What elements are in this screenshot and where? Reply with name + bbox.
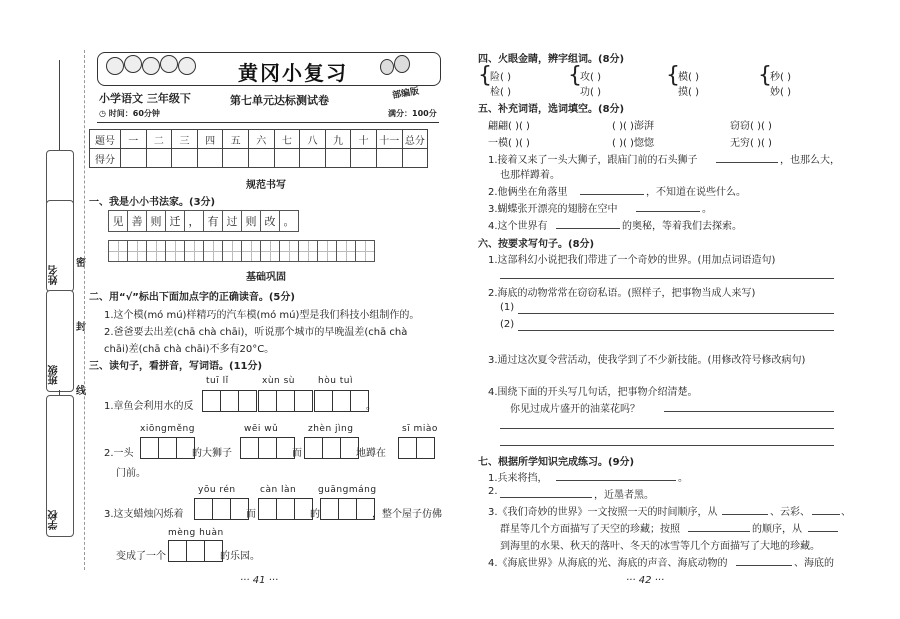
answer-box-menghuan[interactable] — [168, 540, 222, 562]
s6-q3: 3.通过这次夏令营活动，使我学到了不少新技能。(用修改符号修改病句) — [488, 355, 806, 366]
copy-char-cell: 迁 — [165, 210, 185, 232]
s2-question-1: 1.这个模(mó mú)样精巧的汽车模(mó mú)型是我们科技小组制作的。 — [104, 310, 420, 321]
answer-box-xunsu[interactable] — [258, 390, 312, 412]
practice-cell[interactable] — [336, 240, 356, 262]
cartoon-kid-icon — [124, 55, 142, 73]
brace-icon: { — [666, 63, 680, 88]
full-score: 满分：100分 — [388, 109, 437, 118]
s6-q1-answer-line[interactable] — [500, 278, 834, 279]
answer-box-youren[interactable] — [194, 498, 248, 520]
s7-q3-blank-3[interactable] — [688, 531, 750, 532]
s6-q4-answer-line-3[interactable] — [500, 445, 834, 446]
s5-q1-b: ，也那么大， — [780, 155, 840, 166]
s7-q2-blank[interactable] — [500, 497, 592, 498]
practice-cell[interactable] — [165, 240, 185, 262]
s5-q3: 3.蝴蝶张开漂亮的翅膀在空中 — [488, 204, 618, 215]
section-4-title: 四、火眼金睛，辨字组词。(8分) — [478, 54, 625, 65]
s3-q1-prefix: 1.章鱼会利用水的反 — [104, 401, 194, 412]
seal-char-mi: 密 — [76, 258, 86, 269]
header-divider — [97, 122, 439, 123]
s5-q4-blank[interactable] — [556, 228, 620, 229]
s6-q4-opening: 你见过成片盛开的油菜花吗？ — [510, 404, 640, 415]
score-header-cell: 三 — [172, 130, 198, 149]
s7-q3-c: 、 — [841, 507, 851, 518]
s5-q3-blank[interactable] — [636, 211, 700, 212]
s3-q3-e: 变成了一个 — [116, 551, 166, 562]
score-header-cell: 总分 — [402, 130, 428, 149]
s5-q1-c: 也那样蹲着。 — [500, 170, 560, 181]
practice-cell[interactable] — [260, 240, 280, 262]
practice-cell[interactable] — [203, 240, 223, 262]
cartoon-kid-icon — [178, 57, 196, 75]
s4-item-2-4: 妙( ) — [770, 87, 791, 98]
pinyin-xunsu: xùn sù — [262, 376, 295, 386]
strip-line — [59, 60, 60, 150]
score-input-cell[interactable] — [223, 149, 249, 168]
practice-cell[interactable] — [241, 240, 261, 262]
s7-q2-a: 2. — [488, 486, 498, 497]
score-header-cell: 七 — [274, 130, 300, 149]
s3-q2-d: 地蹲在 — [356, 448, 386, 459]
practice-cell[interactable] — [298, 240, 318, 262]
cartoon-kid-icon — [106, 57, 124, 75]
cut-line — [84, 50, 85, 570]
s6-q2-1-answer-line[interactable] — [518, 313, 834, 314]
balloon-icon — [380, 59, 394, 75]
s4-item-1-3: 模( ) — [678, 72, 699, 83]
pinyin-weiwu: wēi wǔ — [244, 424, 279, 434]
heading-basic: 基础巩固 — [246, 272, 286, 283]
s6-q1: 1.这部科幻小说把我们带进了一个奇妙的世界。(用加点词语造句) — [488, 255, 776, 266]
s4-item-1-2: 攻( ) — [580, 72, 601, 83]
s7-q4-b: 、海底的 — [794, 558, 834, 569]
s6-q4-answer-line-2[interactable] — [500, 428, 834, 429]
copy-char-cell: 过 — [222, 210, 242, 232]
brand-banner — [97, 52, 441, 86]
copy-char-cell: 善 — [127, 210, 147, 232]
score-input-cell[interactable] — [325, 149, 351, 168]
section-3-title: 三、读句子，看拼音，写词语。(11分) — [89, 361, 263, 372]
s3-q3-c: 的 — [310, 509, 320, 520]
s4-item-1-1: 险( ) — [490, 72, 511, 83]
s4-item-1-4: 秒( ) — [770, 72, 791, 83]
clock-icon: ◷ — [99, 109, 106, 118]
section-1-title: 一、我是小小书法家。(3分) — [89, 197, 216, 208]
s6-q2-1: (1) — [500, 302, 515, 313]
answer-box-guangmang[interactable] — [320, 498, 374, 520]
score-header-cell: 八 — [300, 130, 326, 149]
edition-label: 部编版 — [391, 86, 420, 102]
s7-q4-blank[interactable] — [736, 565, 792, 566]
brace-icon: { — [478, 63, 492, 88]
section-7-title: 七、根据所学知识完成练习。(9分) — [478, 457, 635, 468]
class-box[interactable] — [46, 290, 74, 392]
s7-q4-a: 4.《海底世界》从海底的光、海底的声音、海底动物的 — [488, 558, 728, 569]
answer-box-weiwu[interactable] — [240, 437, 294, 459]
copy-char-cell: ， — [184, 210, 204, 232]
copy-example-grid — [108, 210, 298, 232]
cartoon-kid-icon — [160, 55, 178, 73]
score-header-row — [90, 130, 428, 149]
practice-cell[interactable] — [355, 240, 375, 262]
s7-q3-blank-2[interactable] — [812, 514, 840, 515]
s3-q2-e: 门前。 — [116, 468, 146, 479]
exam-title: 第七单元达标测试卷 — [230, 94, 329, 107]
score-input-cell[interactable] — [402, 149, 428, 168]
s7-q1: 1.兵来将挡， — [488, 473, 548, 484]
practice-cell[interactable] — [127, 240, 147, 262]
practice-cell[interactable] — [279, 240, 299, 262]
class-label: 班级 — [49, 365, 60, 385]
s5-q2-a: 2.他俩坐在角落里 — [488, 187, 568, 198]
s4-item-2-3: 摸( ) — [678, 87, 699, 98]
s5-q3-end: 。 — [702, 204, 712, 215]
s3-q2-a: 2.一头 — [104, 448, 134, 459]
page-number-left: ··· 41 ··· — [240, 575, 279, 586]
section-6-title: 六、按要求写句子。(8分) — [478, 239, 595, 250]
practice-cell[interactable] — [222, 240, 242, 262]
pinyin-guangmang: guāngmáng — [318, 485, 377, 495]
s5-word-4: 一模( )( ) — [488, 138, 530, 149]
answer-box-simiao[interactable] — [398, 437, 434, 459]
s7-q3-b: 、云彩、 — [770, 507, 810, 518]
s3-q3-d: ，整个屋子仿佛 — [372, 509, 442, 520]
score-header-cell: 十一 — [376, 130, 402, 149]
s3-q3-a: 3.这支蜡烛闪烁着 — [104, 509, 184, 520]
heading-norm-writing: 规范书写 — [246, 180, 286, 191]
score-header-cell: 十 — [351, 130, 377, 149]
pinyin-houtui: hòu tuì — [318, 376, 354, 386]
score-header-cell: 二 — [146, 130, 172, 149]
practice-cell[interactable] — [108, 240, 128, 262]
page-number-right-text: 42 — [638, 575, 652, 586]
pinyin-youren: yōu rén — [198, 485, 236, 495]
s6-q2-2-answer-line[interactable] — [518, 330, 834, 331]
seal-char-xian: 线 — [76, 386, 86, 397]
s5-q1-a: 1.接着又来了一头大狮子，跟庙门前的石头狮子 — [488, 155, 698, 166]
section-2-title: 二、用“√”标出下面加点字的正确读音。(5分) — [89, 292, 295, 303]
s5-word-3: 窃窃( )( ) — [730, 121, 772, 132]
score-header-cell: 五 — [223, 130, 249, 149]
s5-word-5: ( )( )惚惚 — [612, 138, 654, 149]
s5-q2-blank[interactable] — [580, 194, 644, 195]
answer-box-xiongmeng[interactable] — [140, 437, 194, 459]
pinyin-tuili: tuī lǐ — [206, 376, 229, 386]
pinyin-menghuan: mèng huàn — [168, 528, 224, 538]
exam-time — [99, 108, 160, 119]
s3-q1-suffix: 。 — [366, 401, 376, 412]
score-input-cell[interactable] — [172, 149, 198, 168]
s5-word-2: ( )( )澎湃 — [612, 121, 654, 132]
balloon-icon — [394, 55, 410, 73]
s5-q1-blank[interactable] — [716, 162, 778, 163]
score-header-cell: 四 — [197, 130, 223, 149]
s3-q2-b: 的大狮子 — [192, 448, 232, 459]
s2-question-2a: 2.爸爸要去出差(chā chà chāi)，听说那个城市的早晚温差(chā chà — [104, 327, 408, 338]
seal-char-feng: 封 — [76, 322, 86, 333]
pinyin-simiao: sī miào — [402, 424, 438, 434]
brace-icon: { — [758, 63, 772, 88]
s2-question-2b: chāi)差(chā chà chāi)不多有20°C。 — [104, 344, 275, 355]
brace-icon: { — [568, 63, 582, 88]
practice-cell[interactable] — [184, 240, 204, 262]
subject-grade: 小学语文 三年级下 — [99, 92, 191, 105]
s6-q4-answer-line-1[interactable] — [664, 411, 834, 412]
school-box[interactable] — [46, 395, 74, 537]
s6-q2-2: (2) — [500, 319, 515, 330]
answer-box-tuili[interactable] — [202, 390, 256, 412]
s5-q2-b: ，不知道在说些什么。 — [646, 187, 746, 198]
score-input-cell[interactable] — [248, 149, 274, 168]
s6-q4: 4.围绕下面的开头写几句话，把事物介绍清楚。 — [488, 387, 698, 398]
score-input-cell[interactable] — [274, 149, 300, 168]
score-input-cell[interactable] — [121, 149, 147, 168]
practice-cell[interactable] — [146, 240, 166, 262]
s7-q3-blank-1[interactable] — [722, 514, 768, 515]
s5-word-6: 无穷( )( ) — [730, 138, 772, 149]
practice-writing-grid[interactable] — [108, 240, 374, 262]
s5-q4-a: 4.这个世界有 — [488, 221, 548, 232]
pinyin-canlan: càn làn — [260, 485, 297, 495]
answer-box-houtui[interactable] — [314, 390, 368, 412]
s5-word-1: 翩翩( )( ) — [488, 121, 530, 132]
copy-char-cell: 见 — [108, 210, 128, 232]
s7-q1-blank[interactable] — [556, 480, 676, 481]
answer-box-zhenjing[interactable] — [304, 437, 358, 459]
s3-q2-c: 而 — [292, 448, 302, 459]
score-input-cell[interactable] — [300, 149, 326, 168]
brand-title: 黄冈小复习 — [238, 61, 348, 85]
s7-q3-d: 群星等几个方面描写了天空的珍藏；按照 — [500, 524, 680, 535]
score-label-cell: 得分 — [90, 149, 121, 168]
cartoon-kid-icon — [142, 57, 160, 75]
page-number-right: ··· 42 ··· — [626, 575, 665, 586]
s6-q2: 2.海底的动物常常在窃窃私语。(照样子，把事物当成人来写) — [488, 288, 756, 299]
copy-char-cell: 则 — [146, 210, 166, 232]
copy-char-cell: 改 — [260, 210, 280, 232]
school-label: 学校 — [49, 510, 60, 530]
s3-q3-b: 而 — [246, 509, 256, 520]
score-header-cell: 九 — [325, 130, 351, 149]
copy-char-cell: 有 — [203, 210, 223, 232]
copy-char-cell: 。 — [279, 210, 299, 232]
s7-q3-blank-4[interactable] — [808, 531, 838, 532]
name-label: 姓名 — [49, 265, 60, 285]
s7-q3-a: 3.《我们奇妙的世界》一文按照一天的时间顺序，从 — [488, 507, 718, 518]
practice-cell[interactable] — [317, 240, 337, 262]
s4-item-2-1: 检( ) — [490, 87, 511, 98]
s5-q4-b: 的奥秘，等着我们去探索。 — [622, 221, 742, 232]
s7-q3-e: 的顺序，从 — [752, 524, 802, 535]
section-5-title: 五、补充词语，选词填空。(8分) — [478, 104, 625, 115]
score-header-cell: 一 — [121, 130, 147, 149]
answer-box-canlan[interactable] — [258, 498, 312, 520]
score-table — [89, 129, 428, 168]
s3-q3-f: 的乐园。 — [220, 551, 260, 562]
pinyin-xiongmeng: xiōngměng — [140, 424, 195, 434]
s7-q3-f: 到海里的水果、秋天的落叶、冬天的冰雪等几个方面描写了大地的珍藏。 — [500, 541, 820, 552]
score-value-row — [90, 149, 428, 168]
pinyin-zhenjing: zhèn jìng — [308, 424, 354, 434]
score-input-cell[interactable] — [197, 149, 223, 168]
copy-char-cell: 则 — [241, 210, 261, 232]
score-input-cell[interactable] — [146, 149, 172, 168]
score-header-cell: 六 — [248, 130, 274, 149]
score-header-cell: 题号 — [90, 130, 121, 149]
s4-item-2-2: 功( ) — [580, 87, 601, 98]
name-box[interactable] — [46, 200, 74, 292]
page-number-left-text: 41 — [252, 575, 266, 586]
binding-strip — [0, 0, 88, 619]
s7-q1-end: 。 — [678, 473, 688, 484]
score-input-cell[interactable] — [376, 149, 402, 168]
score-input-cell[interactable] — [351, 149, 377, 168]
s7-q2-b: ，近墨者黑。 — [594, 490, 654, 501]
exam-time-text: 时间：60分钟 — [108, 109, 160, 118]
